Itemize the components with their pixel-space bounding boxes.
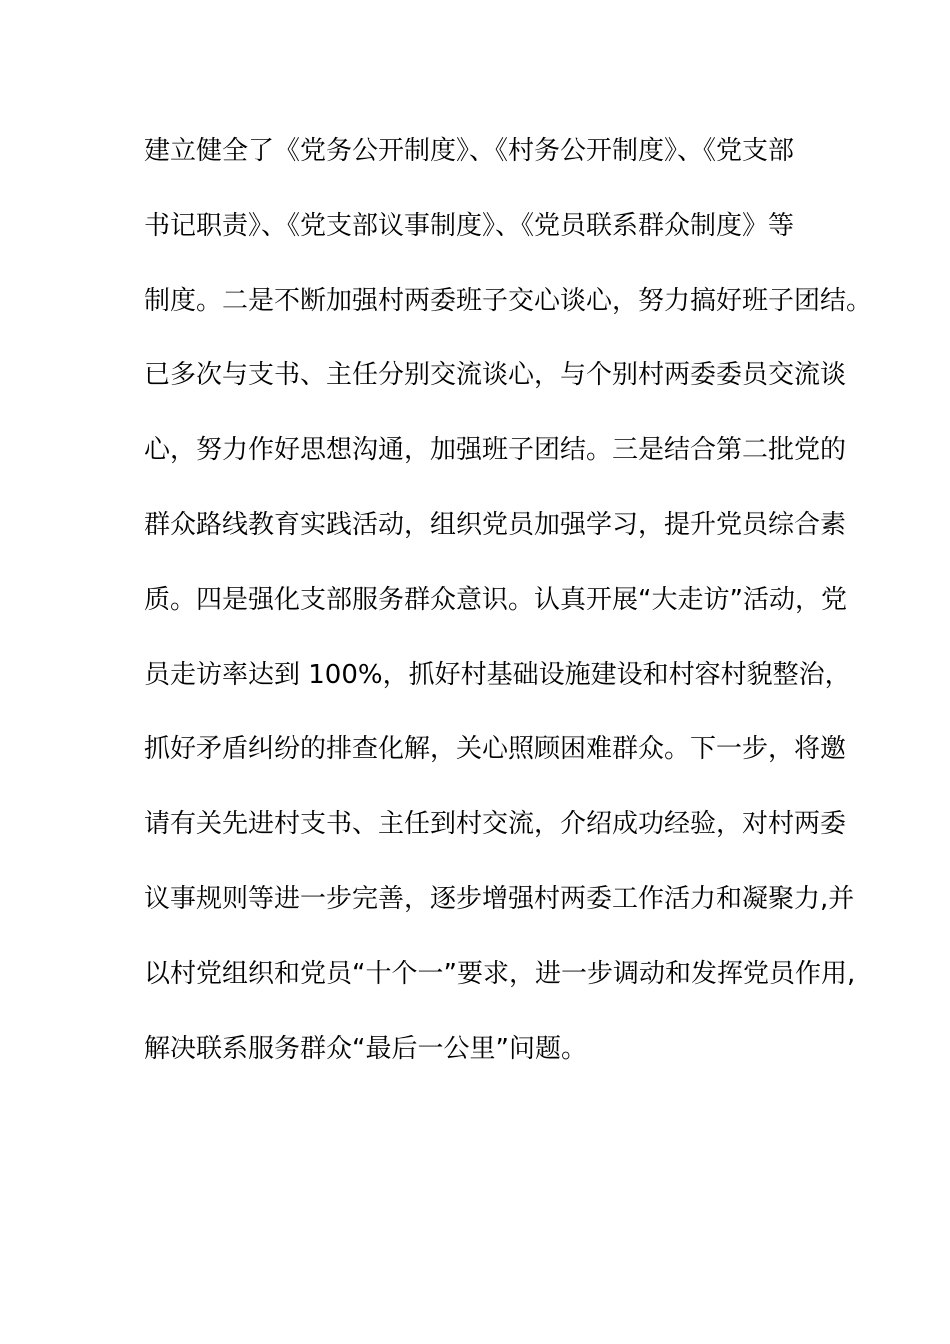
text-line: 建立健全了《党务公开制度》、《村务公开制度》、《党支部 xyxy=(144,136,795,166)
text-line: 抓好矛盾纠纷的排查化解，关心照顾困难群众。下一步，将邀 xyxy=(144,734,847,765)
text-line: 解决联系服务群众“最后一公里”问题。 xyxy=(144,1033,587,1064)
text-line: 群众路线教育实践活动，组织党员加强学习，提升党员综合素 xyxy=(144,509,847,540)
text-line: 请有关先进村支书、主任到村交流，介绍成功经验，对村两委 xyxy=(144,809,847,840)
text-line: 制度。二是不断加强村两委班子交心谈心，努力搞好班子团结。 xyxy=(144,285,873,316)
text-line: 心，努力作好思想沟通，加强班子团结。三是结合第二批党的 xyxy=(144,435,847,466)
text-line: 员走访率达到 100%，抓好村基础设施建设和村容村貌整治， xyxy=(144,659,851,690)
text-line: 已多次与支书、主任分别交流谈心，与个别村两委委员交流谈 xyxy=(144,360,847,391)
text-line: 质。四是强化支部服务群众意识。认真开展“大走访”活动，党 xyxy=(144,584,847,615)
text-line: 以村党组织和党员“十个一”要求，进一步调动和发挥党员作用, xyxy=(144,958,856,989)
text-line: 书记职责》、《党支部议事制度》、《党员联系群众制度》等 xyxy=(144,210,795,241)
body-paragraph xyxy=(144,129,873,1101)
text-line: 议事规则等进一步完善，逐步增强村两委工作活力和凝聚力,并 xyxy=(144,883,855,914)
